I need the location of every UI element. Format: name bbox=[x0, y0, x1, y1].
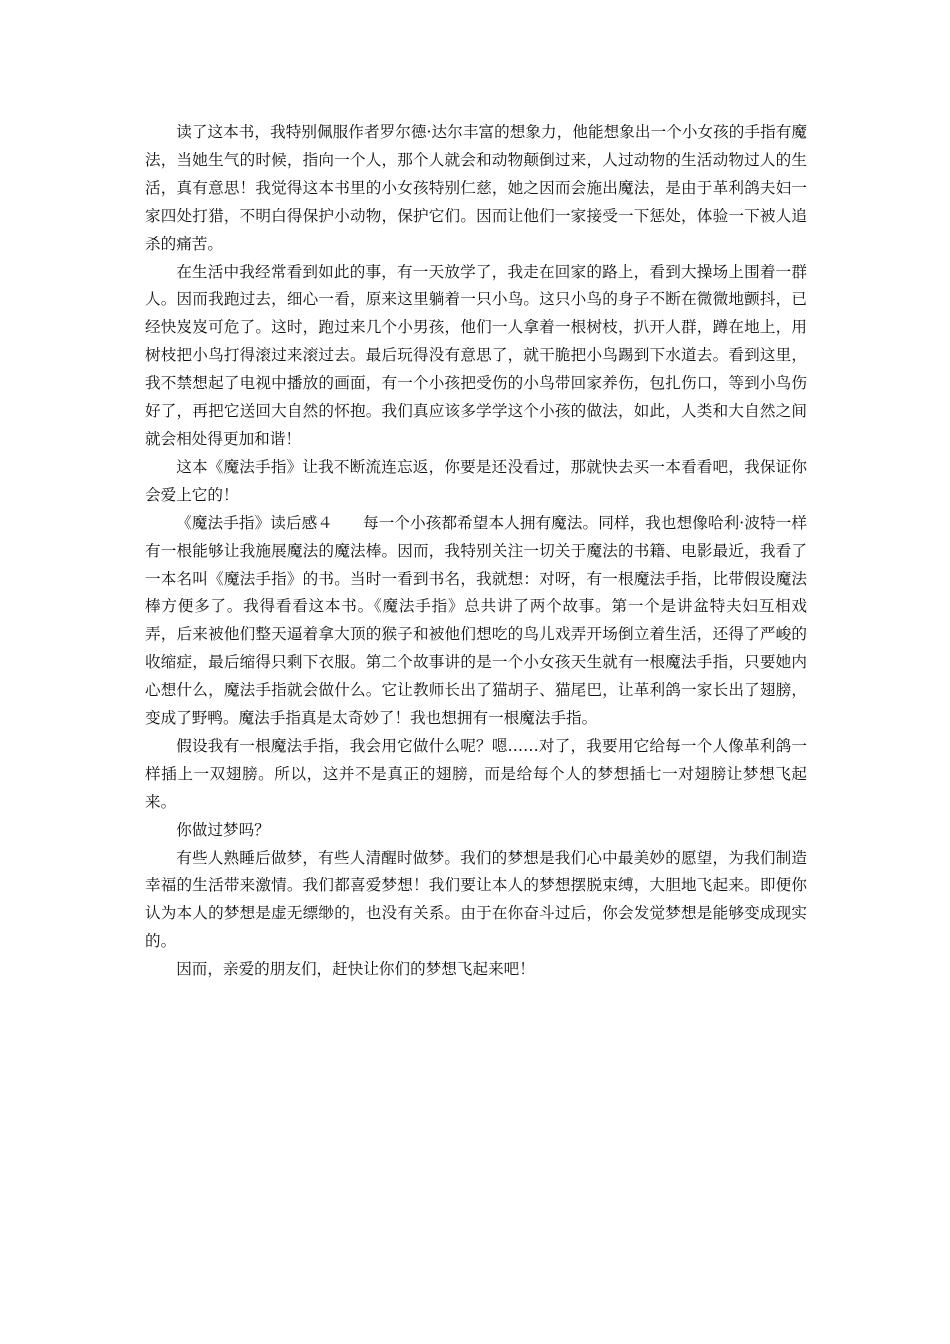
paragraph: 这本《魔法手指》让我不断流连忘返，你要是还没看过，那就快去买一本看看吧，我保证你会爱上它的！ bbox=[145, 457, 807, 504]
paragraph: 读了这本书，我特别佩服作者罗尔德·达尔丰富的想象力，他能想象出一个小女孩的手指有魔法，当她生气的时候，指向一个人，那个人就会和动物颠倒过来，人过动物的生活动物过人的生活，真有意思！我觉得这本书里的小女孩特别仁慈，她之因而会施出魔法，是由于革利鸽夫妇一家四处打猎，不明白得保护小动物，保护它们。因而让他们一家接受一下惩处，体验一下被人追杀的痛苦。 bbox=[145, 123, 807, 253]
paragraph: 有些人熟睡后做梦，有些人清醒时做梦。我们的梦想是我们心中最美妙的愿望，为我们制造幸福的生活带来激情。我们都喜爱梦想！我们要让本人的梦想摆脱束缚，大胆地飞起来。即便你认为本人的梦想是虚无缥缈的，也没有关系。由于在你奋斗过后，你会发觉梦想是能够变成现实的。 bbox=[145, 848, 807, 951]
paragraph: 因而，亲爱的朋友们，赶快让你们的梦想飞起来吧！ bbox=[176, 960, 535, 979]
paragraph: 在生活中我经常看到如此的事，有一天放学了，我走在回家的路上，看到大操场上围着一群人。因而我跑过去，细心一看，原来这里躺着一只小鸟。这只小鸟的身子不断在微微地颤抖，已经快岌岌可危了。这时，跑过来几个小男孩，他们一人拿着一根树枝，扒开人群，蹲在地上，用树枝把小鸟打得滚过来滚过去。最后玩得没有意思了，就干脆把小鸟踢到下水道去。看到这里，我不禁想起了电视中播放的画面，有一个小孩把受伤的小鸟带回家养伤，包扎伤口，等到小鸟伤好了，再把它送回大自然的怀抱。我们真应该多学学这个小孩的做法，如此，人类和大自然之间就会相处得更加和谐！ bbox=[145, 262, 807, 448]
section-heading: 《魔法手指》读后感４ bbox=[176, 513, 333, 532]
section-first-text: 每一个小孩都希望本人拥有魔法。同样，我也想像哈利·波特一样有一根能够让我施展魔法的魔法棒。因而，我特别关注一切关于魔法的书籍、电影最近，我看了一本名叫《魔法手指》的书。当时一看到书名，我就想：对呀，有一根魔法手指，比带假设魔法棒方便多了。我得看看这本书。《魔法手指》总共讲了两个故事。第一个是讲盆特夫妇互相戏弄，后来被他们整天逼着拿大顶的猴子和被他们想吃的鸟儿戏弄开场倒立着生活，还得了严峻的收缩症，最后缩得只剩下衣服。第二个故事讲的是一个小女孩天生就有一根魔法手指，只要她内心想什么，魔法手指就会做什么。它让教师长出了猫胡子、猫尾巴，让革利鸽一家长出了翅膀，变成了野鸭。魔法手指真是太奇妙了！我也想拥有一根魔法手指。 bbox=[145, 513, 807, 728]
document-body bbox=[145, 119, 807, 984]
paragraph: 你做过梦吗？ bbox=[176, 820, 270, 839]
paragraph: 假设我有一根魔法手指，我会用它做什么呢？嗯……对了，我要用它给每一个人像革利鸽一样插上一双翅膀。所以，这并不是真正的翅膀，而是给每个人的梦想插七一对翅膀让梦想飞起来。 bbox=[145, 736, 807, 811]
section-paragraph bbox=[145, 510, 807, 733]
